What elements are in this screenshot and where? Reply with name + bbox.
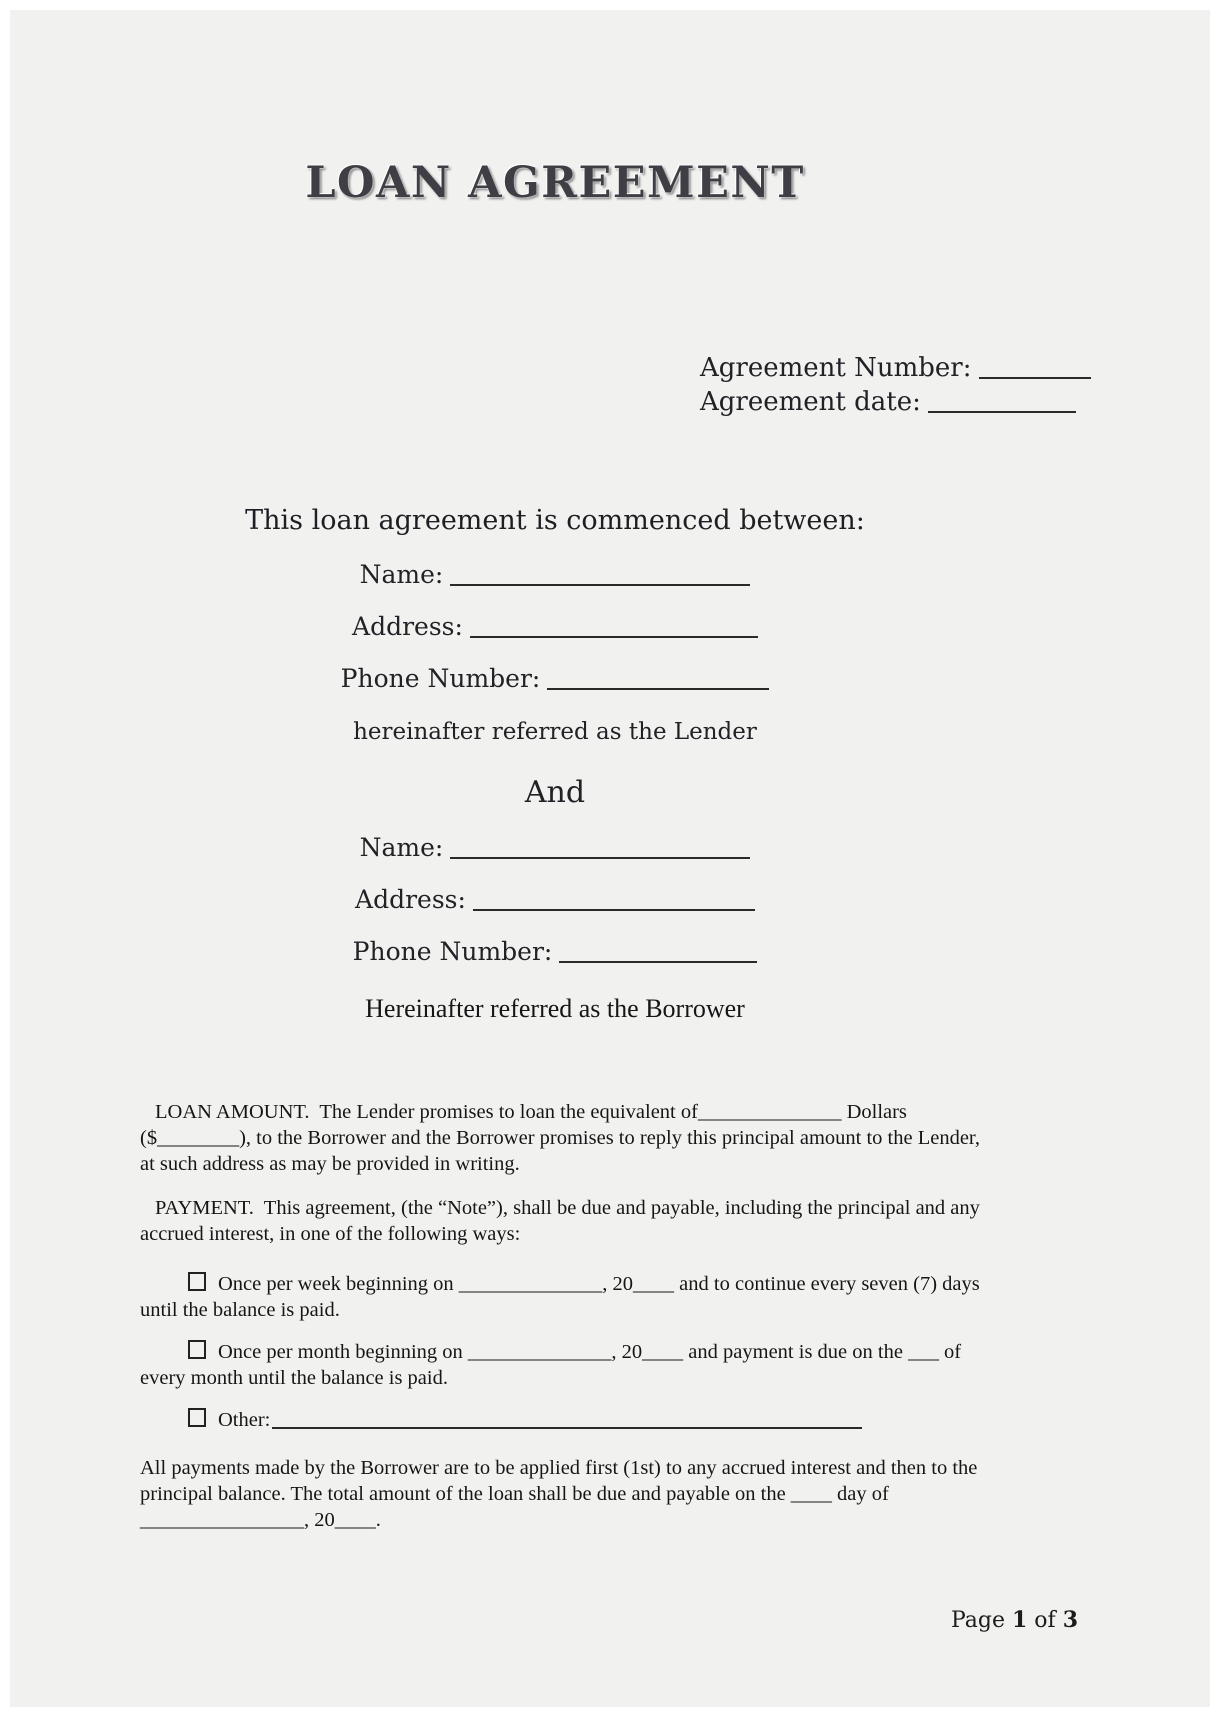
of-word: of bbox=[1034, 1608, 1056, 1633]
lender-note: hereinafter referred as the Lender bbox=[353, 719, 757, 745]
lender-name-row bbox=[10, 559, 1100, 590]
page-number bbox=[951, 1607, 1078, 1634]
borrower-phone-blank[interactable] bbox=[559, 946, 757, 963]
lender-phone-blank[interactable] bbox=[547, 673, 769, 690]
borrower-note: Hereinafter referred as the Borrower bbox=[365, 994, 745, 1023]
borrower-name-row bbox=[10, 832, 1100, 863]
lender-name-label: Name: bbox=[359, 560, 444, 589]
payment-clause: PAYMENT. This agreement, (the “Note”), shall be due and payable, including the principal and any accrued interest, in one of the following ways: bbox=[140, 1197, 980, 1245]
payment-option-other bbox=[140, 1407, 985, 1433]
agreement-date-label: Agreement date: bbox=[700, 387, 921, 417]
borrower-phone-label: Phone Number: bbox=[352, 937, 553, 966]
lender-address-row bbox=[10, 611, 1100, 642]
document-page bbox=[10, 10, 1210, 1707]
and-separator: And bbox=[524, 775, 586, 810]
document-content bbox=[10, 160, 1100, 1533]
lender-phone-row bbox=[10, 663, 1100, 694]
other-option-text: Other: bbox=[218, 1409, 271, 1431]
borrower-address-row bbox=[10, 884, 1100, 915]
page-word: Page bbox=[950, 1608, 1005, 1633]
page-total: 3 bbox=[1062, 1607, 1078, 1633]
agreement-date-blank[interactable] bbox=[928, 396, 1076, 413]
loan-amount-clause: LOAN AMOUNT. The Lender promises to loan the equivalent of______________ Dollars ($________), to the Borrower and the Borrower promises to reply this principal amount to the Lender, at such address as may be provided in writing. bbox=[140, 1101, 981, 1175]
lender-address-label: Address: bbox=[352, 612, 463, 641]
other-option-blank[interactable] bbox=[272, 1412, 862, 1429]
payment-option-weekly bbox=[140, 1271, 985, 1323]
lender-address-blank[interactable] bbox=[470, 621, 758, 638]
monthly-option-text: Once per month beginning on ______________, 20____ and payment is due on the ___ of every month until the balance is paid. bbox=[140, 1341, 962, 1389]
agreement-meta bbox=[700, 351, 1100, 419]
lender-phone-label: Phone Number: bbox=[340, 664, 541, 693]
parties-intro-heading: This loan agreement is commenced between: bbox=[245, 505, 865, 536]
weekly-option-text: Once per week beginning on ______________, 20____ and to continue every seven (7) days until the balance is paid. bbox=[140, 1273, 980, 1321]
borrower-name-blank[interactable] bbox=[450, 842, 750, 859]
agreement-date-row bbox=[700, 385, 1100, 419]
payment-option-monthly bbox=[140, 1339, 985, 1391]
weekly-checkbox-icon[interactable] bbox=[188, 1272, 206, 1291]
application-clause: All payments made by the Borrower are to be applied first (1st) to any accrued interest and then to the principal balance. The total amount of the loan shall be due and payable on the ____ day of ________________, 20____. bbox=[140, 1457, 978, 1531]
agreement-number-blank[interactable] bbox=[979, 362, 1091, 379]
borrower-address-blank[interactable] bbox=[473, 894, 755, 911]
monthly-checkbox-icon[interactable] bbox=[188, 1340, 206, 1359]
agreement-number-label: Agreement Number: bbox=[700, 353, 972, 383]
document-title: LOAN AGREEMENT bbox=[305, 158, 805, 208]
clauses-section bbox=[140, 1099, 985, 1533]
page-current: 1 bbox=[1011, 1607, 1028, 1633]
borrower-address-label: Address: bbox=[355, 885, 466, 914]
borrower-phone-row bbox=[10, 936, 1100, 967]
lender-name-blank[interactable] bbox=[450, 569, 750, 586]
agreement-number-row bbox=[700, 351, 1100, 385]
borrower-name-label: Name: bbox=[359, 833, 444, 862]
other-checkbox-icon[interactable] bbox=[188, 1408, 206, 1427]
